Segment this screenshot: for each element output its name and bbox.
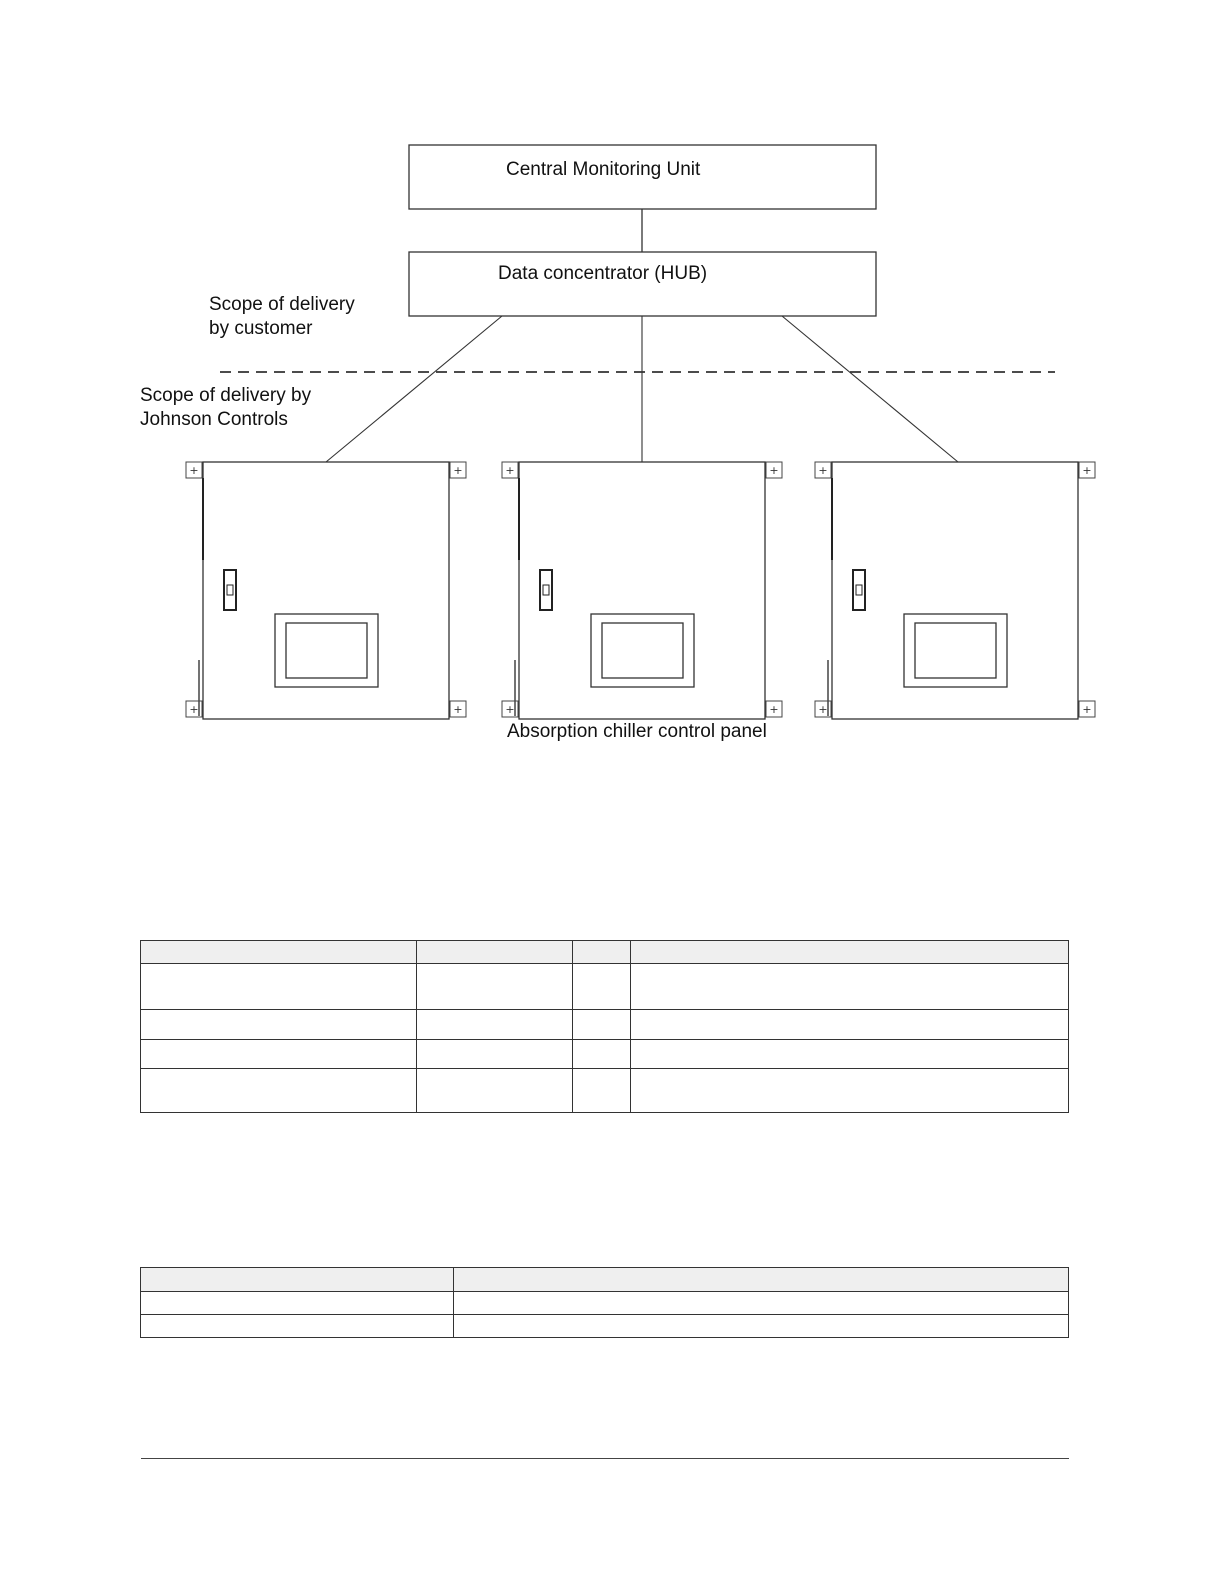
table-cell — [454, 1315, 1069, 1338]
table-1-header-cell — [573, 941, 631, 964]
table-cell — [573, 1010, 631, 1040]
svg-text:+: + — [818, 464, 828, 477]
table-1 — [140, 940, 1069, 1113]
table-cell — [141, 1315, 454, 1338]
table-row — [141, 964, 1069, 1010]
svg-text:+: + — [1082, 464, 1092, 477]
svg-text:+: + — [769, 464, 779, 477]
table-cell — [141, 1069, 417, 1113]
table-2-header-cell — [454, 1268, 1069, 1292]
svg-text:+: + — [818, 703, 828, 716]
control-panel-3 — [815, 462, 1095, 719]
svg-text:+: + — [505, 464, 515, 477]
svg-text:+: + — [189, 703, 199, 716]
svg-text:+: + — [453, 703, 463, 716]
table-1-header-cell — [141, 941, 417, 964]
table-2 — [140, 1267, 1069, 1338]
table-cell — [141, 1040, 417, 1069]
table-cell — [631, 1069, 1069, 1113]
central-monitoring-unit-label: Central Monitoring Unit — [506, 159, 701, 180]
control-panel-1 — [186, 462, 466, 719]
footer-rule — [141, 1458, 1069, 1459]
table-row — [141, 1069, 1069, 1113]
svg-text:+: + — [505, 703, 515, 716]
scope-jci-label-line-1: Scope of delivery by — [140, 385, 312, 406]
data-concentrator-label: Data concentrator (HUB) — [498, 263, 708, 284]
hub-panel-3-connector — [782, 316, 958, 462]
table-cell — [573, 1040, 631, 1069]
svg-text:+: + — [1082, 703, 1092, 716]
table-row — [141, 1315, 1069, 1338]
scope-jci-label-line-2: Johnson Controls — [140, 409, 288, 430]
table-cell — [417, 964, 573, 1010]
table-2-header-cell — [141, 1268, 454, 1292]
table-cell — [417, 1069, 573, 1113]
table-2-header-row — [141, 1268, 1069, 1292]
control-panel-caption: Absorption chiller control panel — [507, 721, 767, 742]
hub-panel-1-connector — [326, 316, 502, 462]
svg-text:+: + — [189, 464, 199, 477]
svg-text:+: + — [769, 703, 779, 716]
table-cell — [454, 1292, 1069, 1315]
table-cell — [573, 1069, 631, 1113]
table-row — [141, 1292, 1069, 1315]
table-1-header-row — [141, 941, 1069, 964]
table-cell — [573, 964, 631, 1010]
scope-customer-label-line-2: by customer — [209, 318, 313, 339]
system-architecture-diagram — [0, 0, 1224, 760]
control-panel-2 — [502, 462, 782, 719]
table-cell — [417, 1010, 573, 1040]
table-cell — [141, 1010, 417, 1040]
table-row — [141, 1010, 1069, 1040]
table-cell — [417, 1040, 573, 1069]
svg-text:+: + — [453, 464, 463, 477]
table-row — [141, 1040, 1069, 1069]
table-cell — [631, 964, 1069, 1010]
scope-customer-label-line-1: Scope of delivery — [209, 294, 355, 315]
table-1-header-cell — [417, 941, 573, 964]
table-1-header-cell — [631, 941, 1069, 964]
table-cell — [141, 1292, 454, 1315]
table-cell — [631, 1040, 1069, 1069]
table-cell — [631, 1010, 1069, 1040]
table-cell — [141, 964, 417, 1010]
